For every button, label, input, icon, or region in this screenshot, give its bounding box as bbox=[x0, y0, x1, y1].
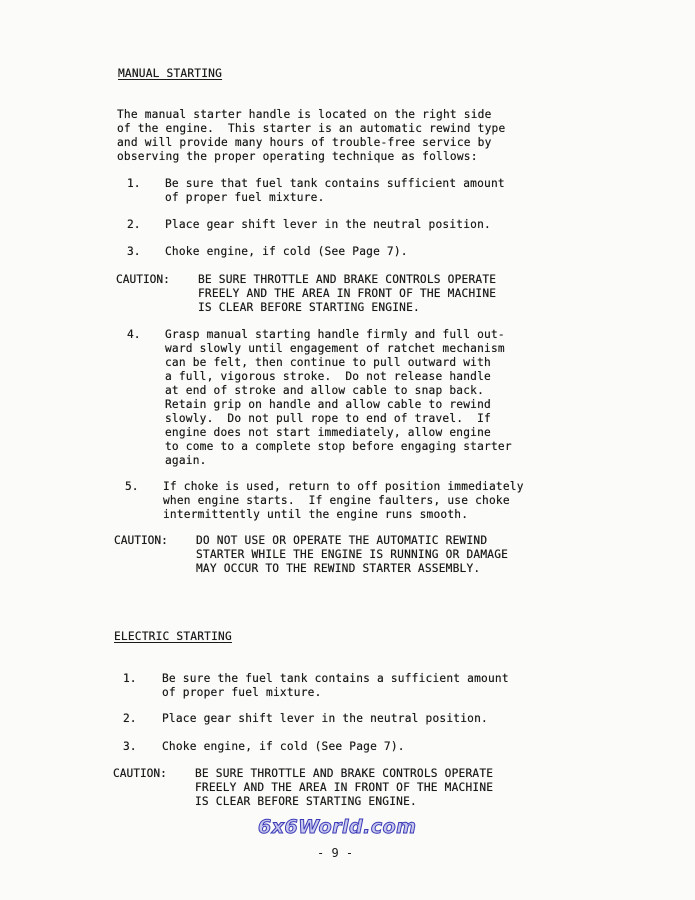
list-item-text: at end of stroke and allow cable to snap back. bbox=[165, 384, 485, 397]
list-item-text: to come to a complete stop before engaging starter bbox=[165, 440, 512, 453]
watermark-logo: 6x6World.com bbox=[258, 816, 417, 838]
list-item-text: can be felt, then continue to pull outward with bbox=[165, 356, 491, 369]
caution-text: FREELY AND THE AREA IN FRONT OF THE MACHINE bbox=[198, 287, 497, 300]
list-item-number: 3. bbox=[127, 245, 141, 258]
list-item-text: Be sure that fuel tank contains sufficient amount bbox=[165, 177, 505, 190]
list-item-text: Place gear shift lever in the neutral position. bbox=[162, 712, 488, 725]
list-item-text: ward slowly until engagement of ratchet mechanism bbox=[165, 342, 505, 355]
intro-line: The manual starter handle is located on the right side bbox=[117, 108, 492, 121]
intro-line: observing the proper operating technique as follows: bbox=[117, 150, 478, 163]
intro-line: and will provide many hours of trouble-free service by bbox=[117, 136, 492, 149]
list-item-text: of proper fuel mixture. bbox=[162, 686, 322, 699]
list-item-text: Retain grip on handle and allow cable to rewind bbox=[165, 398, 491, 411]
list-item-number: 1. bbox=[123, 672, 137, 685]
list-item-text: If choke is used, return to off position immediately bbox=[163, 480, 524, 493]
list-item-text: a full, vigorous stroke. Do not release handle bbox=[165, 370, 491, 383]
list-item-text: Be sure the fuel tank contains a sufficient amount bbox=[162, 672, 509, 685]
section-heading-electric-starting: ELECTRIC STARTING bbox=[114, 630, 232, 643]
caution-label: CAUTION: bbox=[113, 767, 167, 780]
list-item-text: Choke engine, if cold (See Page 7). bbox=[165, 245, 408, 258]
intro-line: of the engine. This starter is an automatic rewind type bbox=[117, 122, 506, 135]
caution-label: CAUTION: bbox=[114, 534, 168, 547]
caution-text: FREELY AND THE AREA IN FRONT OF THE MACHINE bbox=[195, 781, 494, 794]
list-item-number: 1. bbox=[127, 177, 141, 190]
list-item-text: again. bbox=[165, 454, 207, 467]
caution-text: BE SURE THROTTLE AND BRAKE CONTROLS OPERATE bbox=[195, 767, 494, 780]
list-item-text: when engine starts. If engine faulters, use choke bbox=[163, 494, 510, 507]
section-heading-manual-starting: MANUAL STARTING bbox=[118, 67, 223, 80]
list-item-text: Place gear shift lever in the neutral position. bbox=[165, 218, 491, 231]
caution-text: MAY OCCUR TO THE REWIND STARTER ASSEMBLY. bbox=[196, 562, 481, 575]
list-item-number: 3. bbox=[123, 740, 137, 753]
caution-text: DO NOT USE OR OPERATE THE AUTOMATIC REWIND bbox=[196, 534, 488, 547]
list-item-text: Choke engine, if cold (See Page 7). bbox=[162, 740, 405, 753]
caution-text: IS CLEAR BEFORE STARTING ENGINE. bbox=[195, 795, 417, 808]
list-item-number: 2. bbox=[123, 712, 137, 725]
list-item-text: slowly. Do not pull rope to end of travel. If bbox=[165, 412, 491, 425]
list-item-number: 5. bbox=[125, 480, 139, 493]
list-item-text: engine does not start immediately, allow engine bbox=[165, 426, 491, 439]
list-item-text: intermittently until the engine runs smooth. bbox=[163, 508, 469, 521]
list-item-number: 4. bbox=[127, 328, 141, 341]
caution-text: BE SURE THROTTLE AND BRAKE CONTROLS OPERATE bbox=[198, 273, 497, 286]
list-item-text: Grasp manual starting handle firmly and full out- bbox=[165, 328, 505, 341]
caution-text: STARTER WHILE THE ENGINE IS RUNNING OR DAMAGE bbox=[196, 548, 509, 561]
caution-label: CAUTION: bbox=[116, 273, 170, 286]
list-item-number: 2. bbox=[127, 218, 141, 231]
page-number: - 9 - bbox=[317, 846, 354, 860]
list-item-text: of proper fuel mixture. bbox=[165, 191, 325, 204]
caution-text: IS CLEAR BEFORE STARTING ENGINE. bbox=[198, 301, 420, 314]
